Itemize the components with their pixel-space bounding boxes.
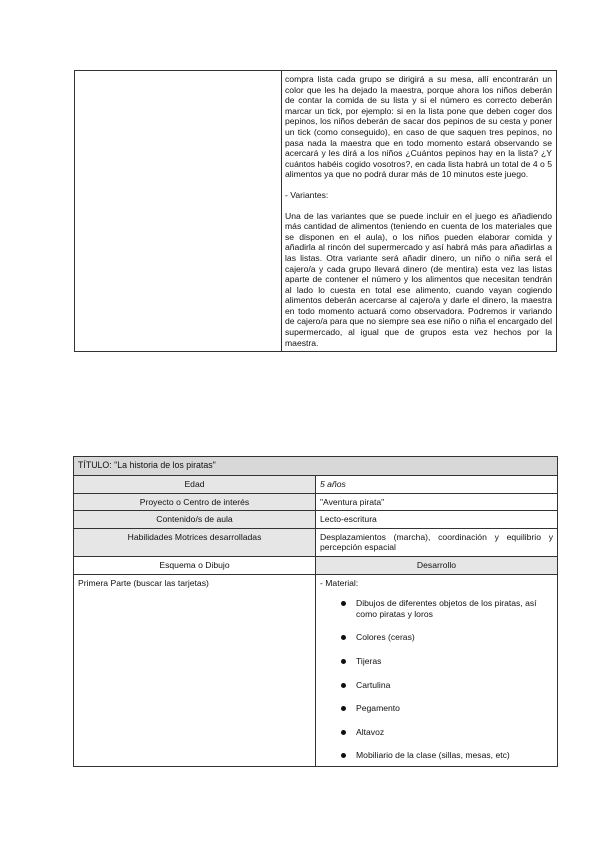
activity-title: TÍTULO: "La historia de los piratas" [74,457,558,476]
row-proyecto [74,493,558,511]
continuation-paragraph-2: Una de las variantes que se puede incluir en el juego es añadiendo más cantidad de alimentos (teniendo en cuenta de los materiales que se disponen en el aula), o los niños pueden elaborar comida y añadirla al rincón del supermercado y así habrá más para añadirlas a las listas. Otra variante será añadir dinero, un niño o niña será el cajero/a y cada grupo llevará dinero (de mentira) esta vez las listas aparte de contener el número y los alimentos que necesitan tendrán al lado lo cuesta en total ese alimento, cuando vayan cogiendo alimentos deberán acercarse al cajero/a y darle el dinero, la maestra en todo momento actuará como observadora. Podremos ir variando de cajero/a para que no siempre sea ese niño o niña el encargado del supermercado, al igual que de grupos esta vez hechos por la maestra. [285,210,552,348]
habilidades-label: Habilidades Motrices desarrolladas [74,528,316,556]
variantes-label: - Variantes: [285,189,329,200]
list-item [320,703,553,714]
primera-parte-label: Primera Parte (buscar las tarjetas) [74,574,316,766]
proyecto-label: Proyecto o Centro de interés [74,493,316,511]
bullet-icon [341,753,346,758]
list-item [320,750,553,761]
bullet-icon [341,706,346,711]
desarrollo-header: Desarrollo [316,556,558,574]
list-item [320,632,553,643]
bullet-icon [341,635,346,640]
list-item [320,598,553,619]
list-item [320,680,553,691]
row-habilidades [74,528,558,556]
material-item-text: Dibujos de diferentes objetos de los piratas, así como piratas y loros [356,598,537,619]
list-item [320,656,553,667]
continuation-paragraph-1: compra lista cada grupo se dirigirá a su mesa, allí encontrarán un color que les ha dejado la maestra, porque ahora los niños deberán de contar la comida de su lista y si el número es correcto deberán marcar un tick, por ejemplo: si en la lista pone que deben coger dos pepinos, los niños deberán de sacar dos pepinos de su cesta y poner un tick (como conseguido), en caso de que saquen tres pepinos, no pasa nada la maestra que en todo momento estará observando se acercará y les dirá a los niños ¿Cuántos pepinos hay en la lista? ¿Y cuántos habéis cogido vosotros?, en cada lista habrá un total de 4 o 5 alimentos ya que no podrá durar más de 10 minutos este juego. [285,74,552,180]
continuation-right-cell [282,71,557,352]
material-item-text: Mobiliario de la clase (sillas, mesas, etc) [356,750,510,761]
bullet-icon [341,683,346,688]
material-item-text: Altavoz [356,726,385,737]
row-contenido [74,511,558,529]
continuation-left-cell [75,71,282,352]
material-label: - Material: [320,577,359,588]
contenido-value: Lecto-escritura [316,511,558,529]
material-item-text: Cartulina [356,679,391,690]
material-list [320,598,553,761]
material-item-text: Pegamento [356,703,400,714]
primera-parte-row [74,574,558,766]
material-item-text: Tijeras [356,655,382,666]
edad-value: 5 años [316,476,558,494]
proyecto-value: "Aventura pirata" [316,493,558,511]
esquema-header: Esquema o Dibujo [74,556,316,574]
column-header-row [74,556,558,574]
edad-label: Edad [74,476,316,494]
habilidades-value: Desplazamientos (marcha), coordinación y equilibrio y percepción espacial [316,528,558,556]
material-item-text: Colores (ceras) [356,632,415,643]
bullet-icon [341,730,346,735]
list-item [320,727,553,738]
bullet-icon [341,659,346,664]
continuation-table [74,70,557,352]
row-edad [74,476,558,494]
contenido-label: Contenido/s de aula [74,511,316,529]
material-cell [316,574,558,766]
activity-table [73,456,558,767]
bullet-icon [341,601,346,606]
